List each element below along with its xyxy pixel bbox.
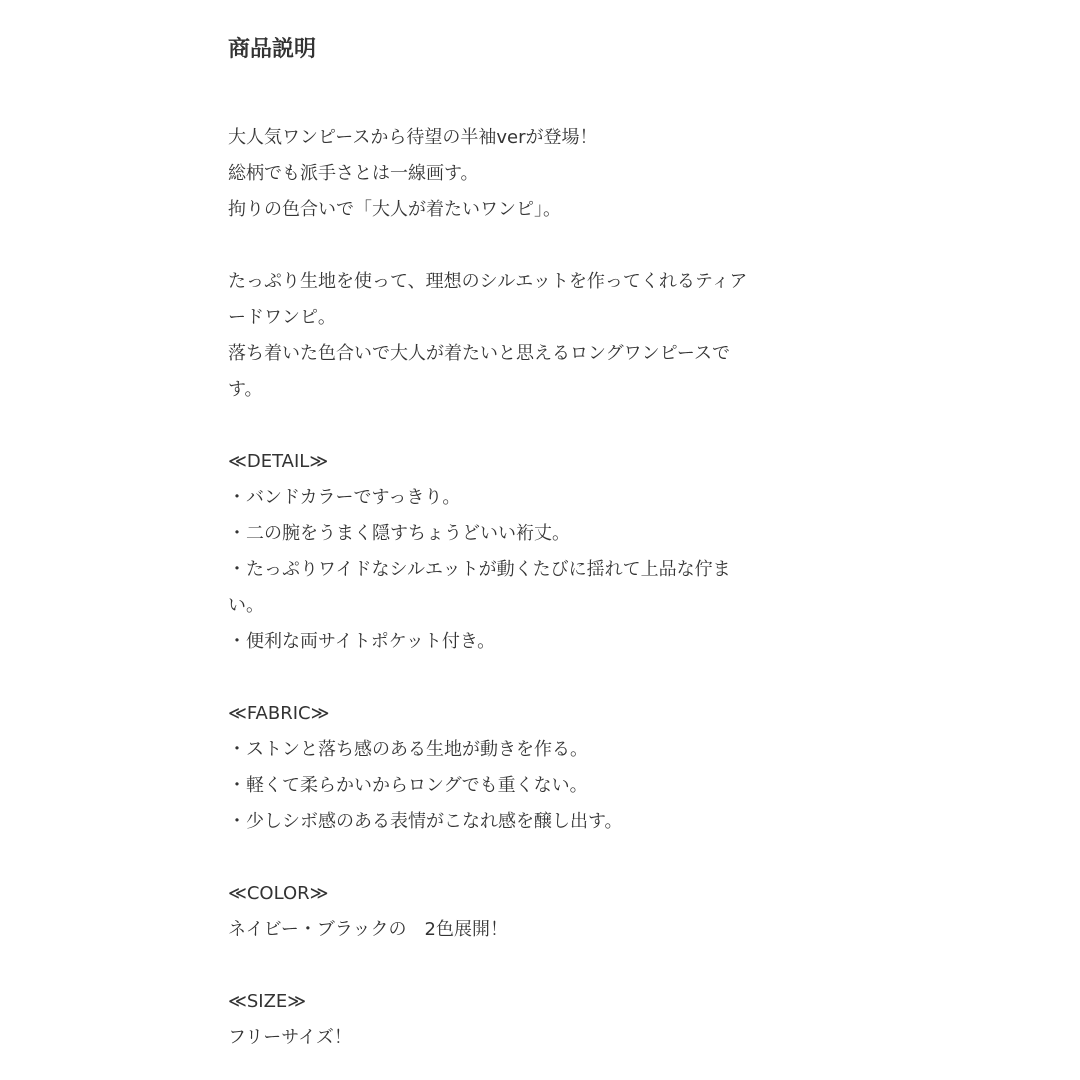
fabric-item: ・ストンと落ち感のある生地が動きを作る。 — [228, 739, 588, 760]
color-title: ≪COLOR≫ — [228, 883, 329, 904]
size-title: ≪SIZE≫ — [228, 991, 307, 1012]
paragraph-line: 落ち着いた色合いで大人が着たいと思えるロングワンピースで — [228, 343, 731, 364]
fabric-item: ・少しシボ感のある表情がこなれ感を醸し出す。 — [228, 811, 623, 832]
detail-item: ・バンドカラーですっきり。 — [228, 487, 461, 508]
paragraph-line: たっぷり生地を使って、理想のシルエットを作ってくれるティア — [228, 271, 748, 292]
detail-title: ≪DETAIL≫ — [228, 451, 329, 472]
spacer — [228, 660, 818, 696]
color-text: ネイビー・ブラックの 2色展開！ — [228, 919, 509, 940]
detail-item: い。 — [228, 595, 264, 616]
spacer — [228, 840, 818, 876]
product-description — [228, 30, 828, 1056]
fabric-item: ・軽くて柔らかいからロングでも重くない。 — [228, 775, 588, 796]
intro-line: 大人気ワンピースから待望の半袖verが登場！ — [228, 127, 598, 148]
fabric-title: ≪FABRIC≫ — [228, 703, 330, 724]
intro-line: 拘りの色合いで「大人が着たいワンピ」。 — [228, 199, 561, 220]
detail-item: ・便利な両サイトポケット付き。 — [228, 631, 496, 652]
description-body — [228, 120, 818, 1056]
detail-item: ・二の腕をうまく隠すちょうどいい裄丈。 — [228, 523, 570, 544]
section-heading: 商品説明 — [228, 37, 317, 62]
paragraph-line: す。 — [228, 379, 263, 400]
spacer — [228, 228, 818, 264]
size-text: フリーサイズ！ — [228, 1027, 352, 1048]
paragraph-line: ードワンピ。 — [228, 307, 336, 328]
detail-item: ・たっぷりワイドなシルエットが動くたびに揺れて上品な佇ま — [228, 559, 731, 580]
spacer — [228, 948, 818, 984]
intro-line: 総柄でも派手さとは一線画す。 — [228, 163, 479, 184]
spacer — [228, 408, 818, 444]
